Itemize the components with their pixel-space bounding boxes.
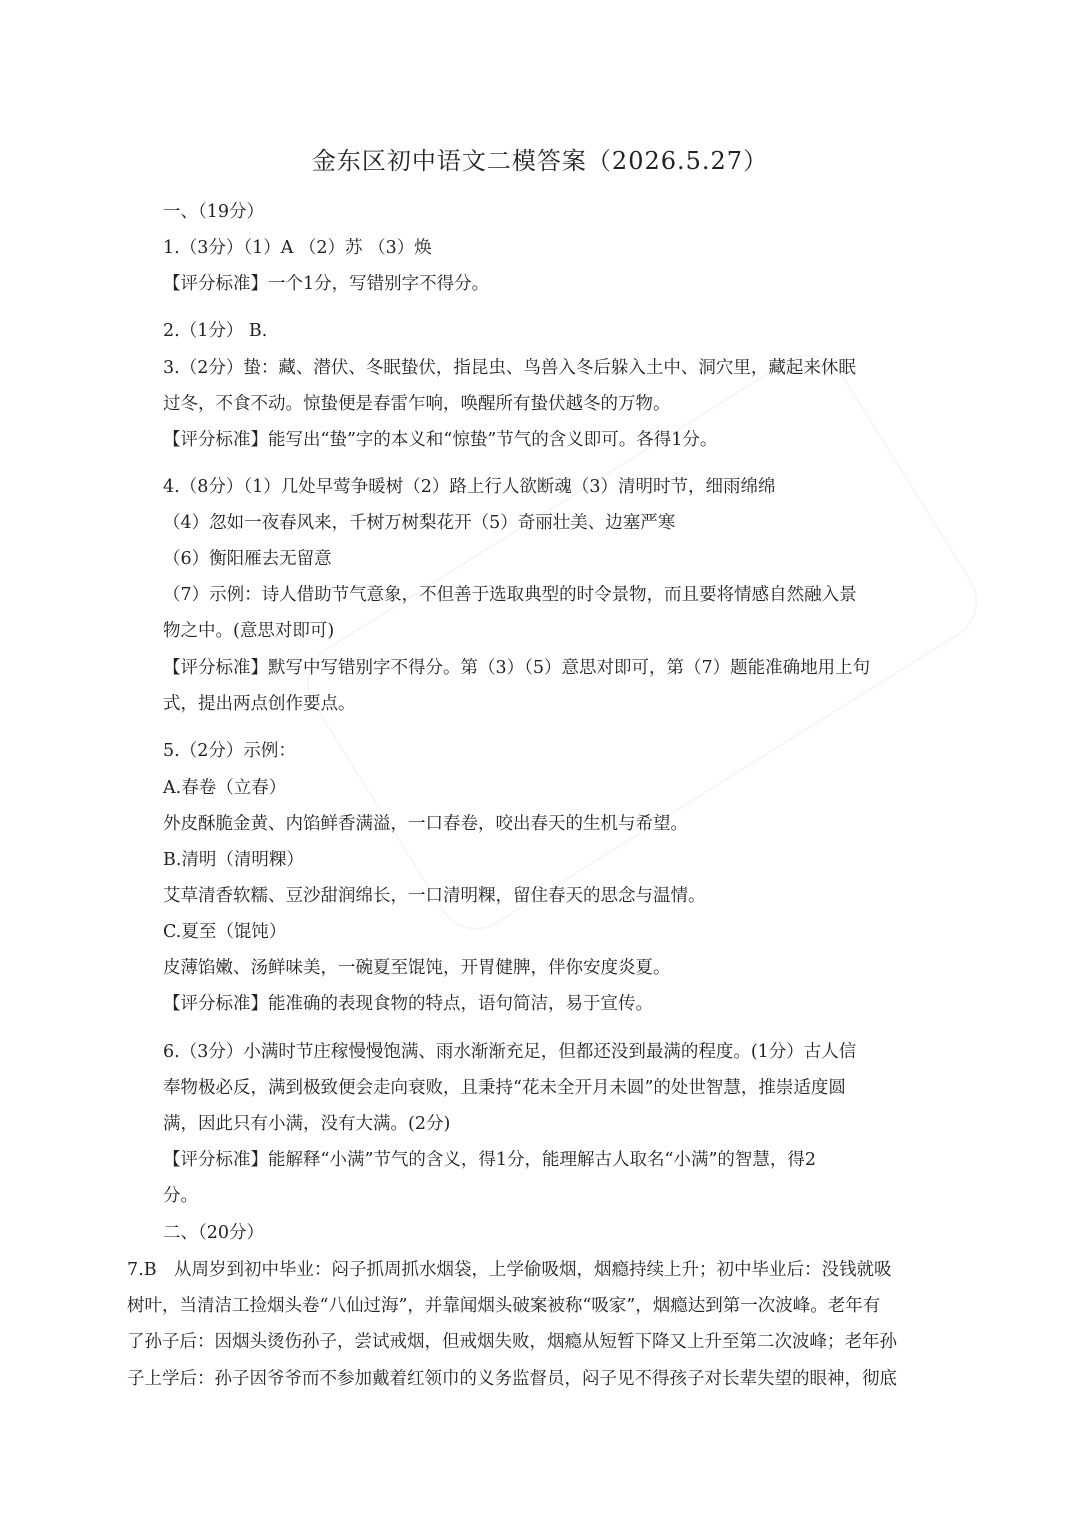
answer-line: 6.（3分）小满时节庄稼慢慢饱满、雨水渐渐充足，但都还没到最满的程度。(1分）古人信 (163, 1042, 857, 1062)
answer-line: （7）示例：诗人借助节气意象，不但善于选取典型的时令景物，而且要将情感自然融入景 (163, 585, 857, 605)
answer-line: 1.（3分）（1）A （2）苏 （3）焕 (163, 238, 432, 258)
answer-line: 外皮酥脆金黄、内馅鲜香满溢，一口春卷，咬出春天的生机与希望。 (163, 814, 688, 834)
answer-line: 5.（2分）示例： (163, 741, 296, 761)
answer-line: （6）衡阳雁去无留意 (163, 549, 332, 569)
answer-line: 物之中。(意思对即可) (163, 621, 335, 641)
scoring-line: 【评分标准】能准确的表现食物的特点，语句简洁，易于宣传。 (163, 994, 653, 1014)
answer-line: 3.（2分）蛰：藏、潜伏、冬眠蛰伏，指昆虫、鸟兽入冬后躲入土中、洞穴里，藏起来休眠 (163, 358, 856, 378)
scoring-line: 【评分标准】能解释“小满”节气的含义，得1分，能理解古人取名“小满”的智慧，得2 (163, 1150, 817, 1170)
answer-line: A.春卷（立春） (163, 778, 287, 798)
scoring-line: 分。 (163, 1186, 198, 1206)
answer-line: 了孙子后：因烟头烫伤孙子，尝试戒烟，但戒烟失败，烟瘾从短暂下降又上升至第二次波峰；老年孙 (127, 1332, 897, 1352)
section-heading-1: 一、（19分） (163, 202, 265, 222)
scoring-line: 【评分标准】默写中写错别字不得分。第（3）（5）意思对即可，第（7）题能准确地用上句 (163, 658, 871, 678)
answer-line: 奉物极必反，满到极致便会走向衰败，且秉持“花未全开月未圆”的处世智慧，推崇适度圆 (163, 1078, 846, 1098)
answer-line: C.夏至（馄饨） (163, 922, 287, 942)
answer-line: 过冬，不食不动。惊蛰便是春雷乍响，唤醒所有蛰伏越冬的万物。 (163, 394, 671, 414)
answer-line: 艾草清香软糯、豆沙甜润绵长，一口清明粿，留住春天的思念与温情。 (163, 886, 706, 906)
scoring-line: 式，提出两点创作要点。 (163, 694, 356, 714)
answer-line: 2.（1分） B. (163, 321, 268, 341)
answer-line: 7.B 从周岁到初中毕业：闷子抓周抓水烟袋，上学偷吸烟，烟瘾持续上升；初中毕业后：没钱就吸 (127, 1260, 892, 1280)
answer-line: 树叶，当清洁工捡烟头卷“八仙过海”，并靠闻烟头破案被称“吸家”，烟瘾达到第一次波峰。老年有 (127, 1296, 881, 1316)
answer-line: 4.（8分）（1）几处早莺争暖树（2）路上行人欲断魂（3）清明时节，细雨绵绵 (163, 477, 776, 497)
answer-line: 皮薄馅嫩、汤鲜味美，一碗夏至馄饨，开胃健脾，伴你安度炎夏。 (163, 958, 671, 978)
scoring-line: 【评分标准】一个1分，写错别字不得分。 (163, 274, 490, 294)
answer-line: 满，因此只有小满，没有大满。(2分) (163, 1114, 451, 1134)
answer-line: 子上学后：孙子因爷爷而不参加戴着红领巾的义务监督员，闷子见不得孩子对长辈失望的眼神，彻底 (127, 1369, 897, 1389)
answer-line: B.清明（清明粿） (163, 850, 304, 870)
section-heading-2: 二、（20分） (163, 1223, 265, 1243)
page-title: 金东区初中语文二模答案（2026.5.27） (311, 147, 769, 175)
answer-line: （4）忽如一夜春风来，千树万树梨花开（5）奇丽壮美、边塞严寒 (163, 513, 676, 533)
scoring-line: 【评分标准】能写出“蛰”字的本义和“惊蛰”节气的含义即可。各得1分。 (163, 430, 718, 450)
